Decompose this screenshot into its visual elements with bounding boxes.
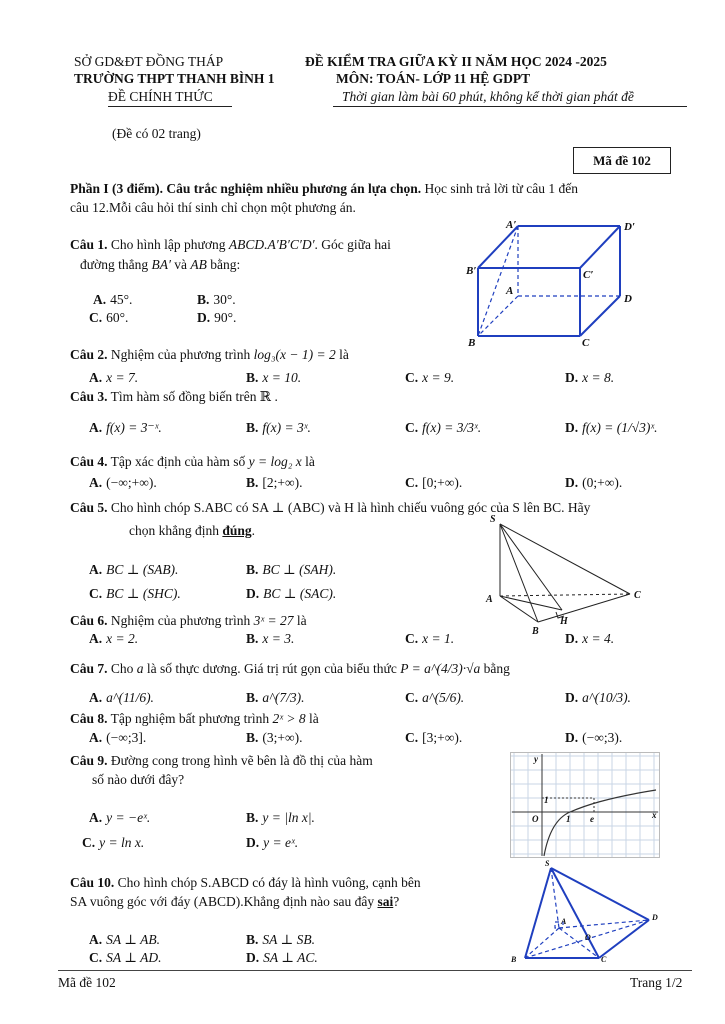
q2-option-b[interactable]: B. x = 10. <box>246 370 302 385</box>
q10-d-text: SA ⊥ AC. <box>263 950 318 965</box>
exam-title: ĐỀ KIỂM TRA GIỮA KỲ II NĂM HỌC 2024 -2025 <box>305 54 607 69</box>
q1-line2-a: đường thẳng <box>80 257 152 272</box>
q7-c-text: a^(5/6). <box>422 690 465 705</box>
q2-text: Nghiệm của phương trình <box>107 347 254 362</box>
q1-option-a[interactable]: A. 45°. <box>93 292 133 307</box>
cube-label-c: C <box>582 337 590 349</box>
q2-tail: là <box>335 347 349 362</box>
exam-code-box: Mã đề 102 <box>573 147 671 174</box>
q3-option-b[interactable]: B. f(x) = 3ˣ. <box>246 420 311 435</box>
q3-option-d[interactable]: D. f(x) = (1/√3)ˣ. <box>565 420 658 435</box>
q4-option-c[interactable]: C. [0;+∞). <box>405 475 463 490</box>
q1-and: và <box>170 257 191 272</box>
q4-option-d[interactable]: D. (0;+∞). <box>565 475 623 490</box>
q8-option-d[interactable]: D. (−∞;3). <box>565 730 623 745</box>
q2-eq: log₃(x − 1) = 2 <box>253 347 336 362</box>
part1-intro-line2: câu 12.Mỗi câu hỏi thí sinh chỉ chọn một phương án. <box>70 200 356 215</box>
pyr10-label-o: O <box>585 933 591 942</box>
q8-d-text: (−∞;3). <box>582 730 623 745</box>
q1-d-text: 90°. <box>214 310 237 325</box>
footer-page: Trang 1/2 <box>630 975 683 990</box>
pyramid-sabc-figure <box>480 512 660 638</box>
q7-d-text: a^(10/3). <box>582 690 631 705</box>
q7-option-d[interactable]: D. a^(10/3). <box>565 690 631 705</box>
pyr10-label-c: C <box>601 955 607 964</box>
q6-a-text: x = 2. <box>106 631 139 646</box>
q10-line2 <box>70 893 399 911</box>
q10-option-c[interactable]: C. SA ⊥ AD. <box>89 950 162 965</box>
q4-b-text: [2;+∞). <box>262 475 303 490</box>
q1-text-a: Cho hình lập phương <box>107 237 229 252</box>
q1-option-b[interactable]: B. 30°. <box>197 292 236 307</box>
q1-text-b: . Góc giữa hai <box>314 237 391 252</box>
q4-line <box>70 453 315 471</box>
q1-ab: AB <box>190 257 207 272</box>
q7-option-c[interactable]: C. a^(5/6). <box>405 690 465 705</box>
q1-b-text: 30°. <box>213 292 236 307</box>
q6-c-text: x = 1. <box>422 631 455 646</box>
q9-option-d[interactable]: D. y = eˣ. <box>246 835 299 850</box>
q7-a: a <box>136 661 144 676</box>
time-note: Thời gian làm bài 60 phút, không kể thời gian phát đề <box>342 89 634 104</box>
pages-note: (Đề có 02 trang) <box>112 126 201 141</box>
q8-label: Câu 8. <box>70 711 108 726</box>
q2-option-c[interactable]: C. x = 9. <box>405 370 455 385</box>
pyr10-label-a: A <box>561 917 567 926</box>
q7-text: Cho <box>107 661 137 676</box>
q1-line1 <box>70 236 391 254</box>
pyr5-label-b: B <box>532 626 539 637</box>
q9-d-text: y = eˣ. <box>263 835 299 850</box>
q3-d-text: f(x) = (1/√3)ˣ. <box>582 420 658 435</box>
q10-a-text: SA ⊥ AB. <box>106 932 160 947</box>
q2-line <box>70 346 349 364</box>
q9-label-e: e <box>590 814 594 824</box>
q6-label: Câu 6. <box>70 613 108 628</box>
part1-intro-rest: Học sinh trả lời từ câu 1 đến <box>421 181 579 196</box>
q2-a-text: x = 7. <box>106 370 139 385</box>
subject: MÔN: TOÁN- LỚP 11 HỆ GDPT <box>336 71 531 86</box>
q5-option-b[interactable]: B. BC ⊥ (SAH). <box>246 562 337 577</box>
q2-option-d[interactable]: D. x = 8. <box>565 370 615 385</box>
q1-option-d[interactable]: D. 90°. <box>197 310 237 325</box>
school-name: TRƯỜNG THPT THANH BÌNH 1 <box>74 71 275 86</box>
q3-text: Tìm hàm số đồng biến trên ℝ . <box>107 389 278 404</box>
cube-label-a1: A′ <box>506 219 517 231</box>
q9-label-one-x: 1 <box>566 814 571 824</box>
q8-option-b[interactable]: B. (3;+∞). <box>246 730 303 745</box>
dept-name: SỞ GD&ĐT ĐỒNG THÁP <box>74 54 224 69</box>
q6-option-a[interactable]: A. x = 2. <box>89 631 139 646</box>
q7-tail: bằng <box>480 661 510 676</box>
q5-d-text: BC ⊥ (SAC). <box>263 586 337 601</box>
q6-d-text: x = 4. <box>582 631 615 646</box>
q4-eq: y = log₂ x <box>248 454 302 469</box>
q1-option-c[interactable]: C. 60°. <box>89 310 129 325</box>
q8-option-c[interactable]: C. [3;+∞). <box>405 730 463 745</box>
q6-option-d[interactable]: D. x = 4. <box>565 631 615 646</box>
q2-d-text: x = 8. <box>582 370 615 385</box>
q10-c-text: SA ⊥ AD. <box>106 950 162 965</box>
q8-option-a[interactable]: A. (−∞;3]. <box>89 730 147 745</box>
q4-option-a[interactable]: A. (−∞;+∞). <box>89 475 157 490</box>
footer-code: Mã đề 102 <box>58 975 116 990</box>
q5-option-d[interactable]: D. BC ⊥ (SAC). <box>246 586 337 601</box>
q8-line <box>70 710 319 728</box>
q1-label: Câu 1. <box>70 237 108 252</box>
q3-option-c[interactable]: C. f(x) = 3/3ˣ. <box>405 420 482 435</box>
q3-a-text: f(x) = 3⁻ˣ. <box>106 420 162 435</box>
q10-text: Cho hình chóp S.ABCD có đáy là hình vuông, cạnh bên <box>114 875 421 890</box>
q5-line2-c: . <box>251 523 256 538</box>
q6-tail: là <box>293 613 307 628</box>
q2-option-a[interactable]: A. x = 7. <box>89 370 139 385</box>
q4-option-b[interactable]: B. [2;+∞). <box>246 475 303 490</box>
q6-eq: 3ˣ = 27 <box>253 613 294 628</box>
q10-b-text: SA ⊥ SB. <box>262 932 315 947</box>
q7-option-b[interactable]: B. a^(7/3). <box>246 690 305 705</box>
q7-line <box>70 660 510 678</box>
q7-label: Câu 7. <box>70 661 108 676</box>
q5-line2 <box>129 522 255 540</box>
footer-rule <box>58 970 692 971</box>
q8-a-text: (−∞;3]. <box>106 730 147 745</box>
q10-line2-a: SA vuông góc với đáy (ABCD).Khẳng định nào sau đây <box>70 894 378 909</box>
q6-b-text: x = 3. <box>262 631 295 646</box>
q4-a-text: (−∞;+∞). <box>106 475 157 490</box>
q5-option-c[interactable]: C. BC ⊥ (SHC). <box>89 586 181 601</box>
q7-option-a[interactable]: A. a^(11/6). <box>89 690 154 705</box>
q10-option-b[interactable]: B. SA ⊥ SB. <box>246 932 315 947</box>
q9-graph-figure <box>510 752 660 858</box>
q9-option-c[interactable]: C. y = ln x. <box>82 835 145 850</box>
q8-eq: 2ˣ > 8 <box>272 711 306 726</box>
q2-b-text: x = 10. <box>262 370 302 385</box>
q10-emph-sai: sai <box>377 894 394 909</box>
q9-label-o: O <box>532 814 539 824</box>
q8-b-text: (3;+∞). <box>262 730 303 745</box>
q6-line <box>70 612 307 630</box>
q8-text: Tập nghiệm bất phương trình <box>107 711 273 726</box>
q1-a-text: 45°. <box>110 292 133 307</box>
q10-line2-c: ? <box>393 894 400 909</box>
q4-d-text: (0;+∞). <box>582 475 623 490</box>
q9-option-b[interactable]: B. y = |ln x|. <box>246 810 315 825</box>
time-underline <box>333 106 687 107</box>
q9-option-a[interactable]: A. y = −eˣ. <box>89 810 151 825</box>
q9-line1 <box>70 752 373 770</box>
pyramid-sabcd-figure <box>505 858 665 966</box>
pyr10-label-d: D <box>652 913 658 922</box>
q9-label: Câu 9. <box>70 753 108 768</box>
q1-line2 <box>80 256 240 274</box>
q3-c-text: f(x) = 3/3ˣ. <box>422 420 482 435</box>
q9-a-text: y = −eˣ. <box>106 810 151 825</box>
q10-label: Câu 10. <box>70 875 115 890</box>
q3-line <box>70 388 278 406</box>
q6-text: Nghiệm của phương trình <box>107 613 254 628</box>
q6-option-b[interactable]: B. x = 3. <box>246 631 295 646</box>
cube-label-d1: D′ <box>624 221 636 233</box>
q5-option-a[interactable]: A. BC ⊥ (SAB). <box>89 562 179 577</box>
q1-cube: ABCD.A′B′C′D′ <box>228 237 315 252</box>
q7-eq: P = a^(4/3)·√a <box>400 661 481 676</box>
pyr5-label-a: A <box>486 594 493 605</box>
q9-label-x: x <box>652 810 657 820</box>
pyr10-label-s: S <box>545 859 550 868</box>
q10-option-a[interactable]: A. SA ⊥ AB. <box>89 932 160 947</box>
q9-b-text: y = |ln x|. <box>262 810 315 825</box>
q9-line2: số nào dưới đây? <box>92 772 185 787</box>
q5-line2-a: chọn khẳng định <box>129 523 223 538</box>
q1-ba: BA′ <box>151 257 171 272</box>
q5-a-text: BC ⊥ (SAB). <box>106 562 179 577</box>
q7-b-text: a^(7/3). <box>262 690 305 705</box>
q9-label-y: y <box>534 754 538 764</box>
cube-label-c1: C′ <box>583 269 594 281</box>
q4-c-text: [0;+∞). <box>422 475 463 490</box>
q9-text: Đường cong trong hình vẽ bên là đồ thị của hàm <box>107 753 373 768</box>
q7-a-text: a^(11/6). <box>106 690 154 705</box>
cube-label-a: A <box>506 285 514 297</box>
q3-option-a[interactable]: A. f(x) = 3⁻ˣ. <box>89 420 162 435</box>
q5-b-text: BC ⊥ (SAH). <box>262 562 337 577</box>
q10-option-d[interactable]: D. SA ⊥ AC. <box>246 950 318 965</box>
q3-b-text: f(x) = 3ˣ. <box>262 420 311 435</box>
q4-label: Câu 4. <box>70 454 108 469</box>
q4-text: Tập xác định của hàm số <box>107 454 249 469</box>
part1-intro <box>70 180 578 198</box>
q2-c-text: x = 9. <box>422 370 455 385</box>
cube-label-b1: B′ <box>466 265 477 277</box>
official-label: ĐỀ CHÍNH THỨC <box>108 89 213 104</box>
q5-label: Câu 5. <box>70 500 108 515</box>
cube-label-d: D <box>624 293 632 305</box>
q5-c-text: BC ⊥ (SHC). <box>106 586 181 601</box>
q7-text2: là số thực dương. Giá trị rút gọn của biểu thức <box>143 661 401 676</box>
q5-emph-dung: đúng <box>222 523 252 538</box>
q9-c-text: y = ln x. <box>99 835 145 850</box>
q8-c-text: [3;+∞). <box>422 730 463 745</box>
pyr5-label-c: C <box>634 590 641 601</box>
q1-line2-b: bằng: <box>206 257 241 272</box>
q6-option-c[interactable]: C. x = 1. <box>405 631 455 646</box>
pyr5-label-h: H <box>560 616 568 627</box>
q3-label: Câu 3. <box>70 389 108 404</box>
official-underline <box>108 106 232 107</box>
q9-label-one-y: 1 <box>544 795 549 805</box>
part1-title: Phần I (3 điểm). Câu trắc nghiệm nhiều phương án lựa chọn. <box>70 181 422 196</box>
q4-tail: là <box>301 454 315 469</box>
q1-c-text: 60°. <box>106 310 129 325</box>
q10-line1 <box>70 874 421 892</box>
cube-figure <box>462 218 652 350</box>
q8-tail: là <box>305 711 319 726</box>
pyr5-label-s: S <box>490 514 496 525</box>
pyr10-label-b: B <box>511 955 517 964</box>
q5-text: Cho hình chóp S.ABC có SA ⊥ (ABC) và H là hình chiếu vuông góc của S lên BC. Hãy <box>107 500 591 515</box>
cube-label-b: B <box>468 337 476 349</box>
q2-label: Câu 2. <box>70 347 108 362</box>
